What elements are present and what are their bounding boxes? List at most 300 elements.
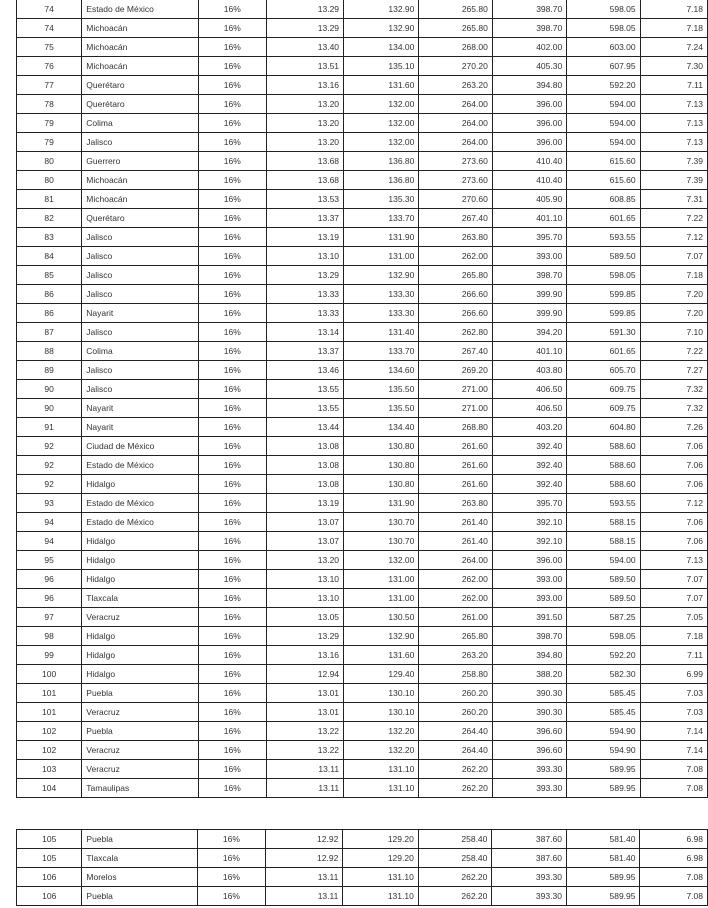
value-cell-4: 396.60 [492, 741, 566, 760]
value-cell-5: 594.90 [567, 722, 640, 741]
value-cell-3: 258.80 [419, 665, 492, 684]
value-cell-3: 265.80 [419, 0, 492, 19]
table-row [17, 95, 708, 114]
value-cell-6: 7.14 [640, 722, 707, 741]
value-cell-2: 132.00 [344, 114, 419, 133]
value-cell-3: 261.60 [419, 456, 492, 475]
state-cell: Morelos [82, 868, 197, 887]
value-cell-1: 13.01 [266, 703, 343, 722]
value-cell-3: 267.40 [419, 342, 492, 361]
row-number-cell: 95 [17, 551, 82, 570]
value-cell-1: 13.68 [266, 171, 343, 190]
table-row [17, 779, 708, 798]
value-cell-6: 7.18 [640, 19, 707, 38]
rate-table-upper-body [17, 0, 708, 798]
row-number-cell: 89 [17, 361, 82, 380]
value-cell-5: 585.45 [567, 684, 640, 703]
value-cell-3: 270.20 [419, 57, 492, 76]
value-cell-5: 593.55 [567, 494, 640, 513]
value-cell-1: 13.19 [266, 228, 343, 247]
value-cell-1: 13.11 [266, 760, 343, 779]
table-row [17, 152, 708, 171]
value-cell-6: 7.08 [640, 868, 708, 887]
table-row [17, 741, 708, 760]
value-cell-5: 598.05 [567, 266, 640, 285]
value-cell-3: 267.40 [419, 209, 492, 228]
row-number-cell: 91 [17, 418, 82, 437]
percent-cell: 16% [198, 247, 266, 266]
value-cell-3: 262.00 [419, 589, 492, 608]
percent-cell: 16% [198, 760, 266, 779]
state-cell: Nayarit [82, 304, 198, 323]
value-cell-1: 13.01 [266, 684, 343, 703]
value-cell-1: 13.16 [266, 76, 343, 95]
state-cell: Estado de México [82, 494, 198, 513]
value-cell-6: 7.03 [640, 703, 707, 722]
state-cell: Hidalgo [82, 570, 198, 589]
percent-cell: 16% [198, 133, 266, 152]
value-cell-5: 592.20 [567, 646, 640, 665]
value-cell-4: 396.00 [492, 95, 566, 114]
table-row [17, 285, 708, 304]
value-cell-1: 13.20 [266, 114, 343, 133]
state-cell: Querétaro [82, 209, 198, 228]
value-cell-2: 131.00 [344, 589, 419, 608]
value-cell-2: 133.70 [344, 209, 419, 228]
table-row [17, 19, 708, 38]
row-number-cell: 81 [17, 190, 82, 209]
value-cell-5: 593.55 [567, 228, 640, 247]
table-row [17, 589, 708, 608]
value-cell-4: 406.50 [492, 380, 566, 399]
value-cell-4: 392.40 [492, 437, 566, 456]
value-cell-6: 7.20 [640, 304, 707, 323]
value-cell-6: 7.12 [640, 228, 707, 247]
value-cell-6: 7.13 [640, 114, 707, 133]
row-number-cell: 84 [17, 247, 82, 266]
value-cell-1: 13.20 [266, 133, 343, 152]
value-cell-1: 12.92 [266, 849, 343, 868]
table-row [17, 418, 708, 437]
value-cell-5: 588.15 [567, 513, 640, 532]
value-cell-6: 7.27 [640, 361, 707, 380]
value-cell-6: 7.13 [640, 133, 707, 152]
value-cell-4: 387.60 [492, 849, 567, 868]
percent-cell: 16% [198, 76, 266, 95]
percent-cell: 16% [198, 114, 266, 133]
value-cell-6: 7.26 [640, 418, 707, 437]
percent-cell: 16% [198, 0, 266, 19]
value-cell-4: 399.90 [492, 285, 566, 304]
row-number-cell: 106 [17, 887, 82, 906]
value-cell-5: 582.30 [567, 665, 640, 684]
row-number-cell: 74 [17, 19, 82, 38]
table-row [17, 266, 708, 285]
state-cell: Michoacán [82, 19, 198, 38]
value-cell-2: 132.00 [344, 95, 419, 114]
value-cell-2: 134.60 [344, 361, 419, 380]
value-cell-6: 7.18 [640, 627, 707, 646]
value-cell-1: 13.22 [266, 741, 343, 760]
value-cell-1: 13.33 [266, 285, 343, 304]
value-cell-5: 591.30 [567, 323, 640, 342]
percent-cell: 16% [198, 722, 266, 741]
value-cell-2: 132.00 [344, 551, 419, 570]
value-cell-3: 266.60 [419, 285, 492, 304]
table-row [17, 551, 708, 570]
value-cell-2: 132.90 [344, 266, 419, 285]
value-cell-2: 129.20 [343, 830, 419, 849]
value-cell-6: 7.11 [640, 646, 707, 665]
percent-cell: 16% [197, 849, 265, 868]
state-cell: Hidalgo [82, 665, 198, 684]
state-cell: Ciudad de México [82, 437, 198, 456]
value-cell-5: 588.15 [567, 532, 640, 551]
value-cell-4: 401.10 [492, 342, 566, 361]
percent-cell: 16% [198, 608, 266, 627]
state-cell: Nayarit [82, 399, 198, 418]
value-cell-6: 7.20 [640, 285, 707, 304]
table-row [17, 608, 708, 627]
state-cell: Tamaulipas [82, 779, 198, 798]
value-cell-2: 133.30 [344, 304, 419, 323]
state-cell: Guerrero [82, 152, 198, 171]
percent-cell: 16% [198, 703, 266, 722]
value-cell-2: 135.10 [344, 57, 419, 76]
value-cell-5: 601.65 [567, 342, 640, 361]
state-cell: Michoacán [82, 190, 198, 209]
state-cell: Veracruz [82, 760, 198, 779]
value-cell-4: 394.80 [492, 646, 566, 665]
value-cell-1: 13.46 [266, 361, 343, 380]
value-cell-3: 266.60 [419, 304, 492, 323]
row-number-cell: 94 [17, 532, 82, 551]
row-number-cell: 90 [17, 380, 82, 399]
table-row [17, 646, 708, 665]
value-cell-3: 261.60 [419, 437, 492, 456]
state-cell: Jalisco [82, 228, 198, 247]
value-cell-6: 7.03 [640, 684, 707, 703]
row-number-cell: 87 [17, 323, 82, 342]
value-cell-6: 7.13 [640, 95, 707, 114]
row-number-cell: 79 [17, 133, 82, 152]
percent-cell: 16% [198, 627, 266, 646]
state-cell: Puebla [82, 887, 197, 906]
value-cell-2: 135.50 [344, 380, 419, 399]
value-cell-5: 594.90 [567, 741, 640, 760]
value-cell-1: 13.20 [266, 95, 343, 114]
percent-cell: 16% [198, 741, 266, 760]
value-cell-5: 615.60 [567, 171, 640, 190]
state-cell: Jalisco [82, 133, 198, 152]
table-row [17, 342, 708, 361]
value-cell-6: 7.13 [640, 551, 707, 570]
value-cell-1: 13.10 [266, 247, 343, 266]
value-cell-4: 393.00 [492, 589, 566, 608]
value-cell-1: 13.22 [266, 722, 343, 741]
value-cell-2: 131.90 [344, 228, 419, 247]
value-cell-5: 609.75 [567, 380, 640, 399]
state-cell: Puebla [82, 830, 197, 849]
value-cell-5: 587.25 [567, 608, 640, 627]
percent-cell: 16% [198, 779, 266, 798]
table-row [17, 361, 708, 380]
rate-table-lower [16, 829, 708, 906]
table-row [17, 513, 708, 532]
value-cell-6: 7.07 [640, 589, 707, 608]
value-cell-3: 262.80 [419, 323, 492, 342]
value-cell-6: 7.06 [640, 437, 707, 456]
value-cell-3: 262.00 [419, 247, 492, 266]
row-number-cell: 98 [17, 627, 82, 646]
value-cell-3: 262.20 [419, 760, 492, 779]
value-cell-4: 393.30 [492, 887, 567, 906]
value-cell-6: 6.98 [640, 830, 708, 849]
value-cell-3: 263.80 [419, 228, 492, 247]
row-number-cell: 106 [17, 868, 82, 887]
value-cell-3: 271.00 [419, 380, 492, 399]
value-cell-1: 13.11 [266, 779, 343, 798]
value-cell-1: 13.11 [266, 868, 343, 887]
value-cell-1: 13.11 [266, 887, 343, 906]
value-cell-2: 134.40 [344, 418, 419, 437]
value-cell-5: 594.00 [567, 114, 640, 133]
value-cell-5: 599.85 [567, 304, 640, 323]
rate-table-lower-body [17, 830, 708, 906]
table-row [17, 323, 708, 342]
value-cell-6: 7.24 [640, 38, 707, 57]
value-cell-4: 392.40 [492, 475, 566, 494]
value-cell-6: 7.05 [640, 608, 707, 627]
value-cell-3: 258.40 [418, 830, 492, 849]
value-cell-3: 261.40 [419, 513, 492, 532]
value-cell-2: 131.90 [344, 494, 419, 513]
value-cell-4: 398.70 [492, 0, 566, 19]
value-cell-3: 260.20 [419, 684, 492, 703]
value-cell-5: 598.05 [567, 0, 640, 19]
value-cell-4: 390.30 [492, 703, 566, 722]
percent-cell: 16% [198, 494, 266, 513]
state-cell: Jalisco [82, 266, 198, 285]
row-number-cell: 83 [17, 228, 82, 247]
percent-cell: 16% [198, 57, 266, 76]
value-cell-4: 392.10 [492, 513, 566, 532]
table-row [17, 532, 708, 551]
value-cell-5: 589.50 [567, 570, 640, 589]
value-cell-6: 7.10 [640, 323, 707, 342]
state-cell: Tlaxcala [82, 849, 197, 868]
row-number-cell: 92 [17, 475, 82, 494]
row-number-cell: 88 [17, 342, 82, 361]
value-cell-2: 132.00 [344, 133, 419, 152]
value-cell-3: 261.60 [419, 475, 492, 494]
table-row [17, 494, 708, 513]
value-cell-1: 13.33 [266, 304, 343, 323]
value-cell-5: 608.85 [567, 190, 640, 209]
value-cell-4: 402.00 [492, 38, 566, 57]
state-cell: Veracruz [82, 703, 198, 722]
value-cell-2: 131.10 [344, 779, 419, 798]
row-number-cell: 102 [17, 741, 82, 760]
table-row [17, 304, 708, 323]
value-cell-2: 132.90 [344, 627, 419, 646]
row-number-cell: 92 [17, 437, 82, 456]
value-cell-3: 264.00 [419, 114, 492, 133]
value-cell-1: 13.29 [266, 266, 343, 285]
state-cell: Puebla [82, 722, 198, 741]
value-cell-2: 131.00 [344, 570, 419, 589]
value-cell-4: 390.30 [492, 684, 566, 703]
row-number-cell: 86 [17, 304, 82, 323]
percent-cell: 16% [198, 437, 266, 456]
value-cell-5: 598.05 [567, 627, 640, 646]
percent-cell: 16% [197, 887, 265, 906]
table-row [17, 380, 708, 399]
percent-cell: 16% [198, 380, 266, 399]
value-cell-3: 264.00 [419, 133, 492, 152]
state-cell: Hidalgo [82, 532, 198, 551]
value-cell-5: 589.95 [566, 887, 640, 906]
value-cell-6: 7.18 [640, 266, 707, 285]
value-cell-4: 399.90 [492, 304, 566, 323]
percent-cell: 16% [198, 589, 266, 608]
value-cell-3: 271.00 [419, 399, 492, 418]
value-cell-4: 396.00 [492, 133, 566, 152]
value-cell-3: 273.60 [419, 171, 492, 190]
row-number-cell: 80 [17, 152, 82, 171]
value-cell-3: 262.20 [419, 779, 492, 798]
value-cell-3: 264.00 [419, 95, 492, 114]
value-cell-4: 388.20 [492, 665, 566, 684]
state-cell: Querétaro [82, 76, 198, 95]
value-cell-4: 396.60 [492, 722, 566, 741]
value-cell-1: 13.16 [266, 646, 343, 665]
value-cell-4: 391.50 [492, 608, 566, 627]
table-row [17, 722, 708, 741]
value-cell-4: 410.40 [492, 171, 566, 190]
row-number-cell: 103 [17, 760, 82, 779]
state-cell: Michoacán [82, 57, 198, 76]
percent-cell: 16% [198, 475, 266, 494]
row-number-cell: 97 [17, 608, 82, 627]
table-row [17, 456, 708, 475]
state-cell: Colima [82, 342, 198, 361]
value-cell-1: 13.07 [266, 513, 343, 532]
value-cell-5: 605.70 [567, 361, 640, 380]
value-cell-1: 13.10 [266, 570, 343, 589]
value-cell-6: 6.98 [640, 849, 708, 868]
value-cell-6: 7.12 [640, 494, 707, 513]
table-row [17, 38, 708, 57]
value-cell-1: 13.68 [266, 152, 343, 171]
value-cell-4: 405.90 [492, 190, 566, 209]
value-cell-5: 589.95 [567, 760, 640, 779]
state-cell: Veracruz [82, 608, 198, 627]
value-cell-1: 13.53 [266, 190, 343, 209]
percent-cell: 16% [198, 361, 266, 380]
value-cell-2: 131.10 [343, 887, 419, 906]
percent-cell: 16% [198, 285, 266, 304]
value-cell-3: 269.20 [419, 361, 492, 380]
value-cell-2: 132.90 [344, 19, 419, 38]
row-number-cell: 102 [17, 722, 82, 741]
value-cell-4: 396.00 [492, 114, 566, 133]
state-cell: Jalisco [82, 380, 198, 399]
value-cell-3: 265.80 [419, 627, 492, 646]
row-number-cell: 93 [17, 494, 82, 513]
value-cell-6: 7.08 [640, 779, 707, 798]
value-cell-6: 7.39 [640, 152, 707, 171]
percent-cell: 16% [198, 152, 266, 171]
value-cell-1: 13.05 [266, 608, 343, 627]
table-row [17, 627, 708, 646]
value-cell-4: 393.00 [492, 570, 566, 589]
row-number-cell: 79 [17, 114, 82, 133]
value-cell-1: 13.40 [266, 38, 343, 57]
value-cell-4: 398.70 [492, 266, 566, 285]
value-cell-1: 13.20 [266, 551, 343, 570]
value-cell-2: 131.10 [343, 868, 419, 887]
value-cell-5: 585.45 [567, 703, 640, 722]
state-cell: Hidalgo [82, 551, 198, 570]
row-number-cell: 85 [17, 266, 82, 285]
value-cell-6: 7.08 [640, 887, 708, 906]
percent-cell: 16% [198, 684, 266, 703]
table-row [17, 684, 708, 703]
value-cell-5: 589.50 [567, 247, 640, 266]
row-number-cell: 101 [17, 703, 82, 722]
state-cell: Jalisco [82, 323, 198, 342]
value-cell-4: 395.70 [492, 228, 566, 247]
percent-cell: 16% [198, 513, 266, 532]
percent-cell: 16% [198, 532, 266, 551]
value-cell-2: 130.80 [344, 475, 419, 494]
state-cell: Querétaro [82, 95, 198, 114]
table-row [17, 399, 708, 418]
percent-cell: 16% [198, 665, 266, 684]
value-cell-6: 7.06 [640, 456, 707, 475]
value-cell-5: 609.75 [567, 399, 640, 418]
table-row [17, 868, 708, 887]
value-cell-2: 135.30 [344, 190, 419, 209]
table-row [17, 171, 708, 190]
value-cell-1: 13.29 [266, 627, 343, 646]
value-cell-1: 13.29 [266, 0, 343, 19]
value-cell-5: 581.40 [566, 849, 640, 868]
value-cell-4: 403.80 [492, 361, 566, 380]
value-cell-3: 264.40 [419, 741, 492, 760]
value-cell-6: 7.32 [640, 399, 707, 418]
state-cell: Jalisco [82, 361, 198, 380]
state-cell: Nayarit [82, 418, 198, 437]
row-number-cell: 101 [17, 684, 82, 703]
value-cell-4: 406.50 [492, 399, 566, 418]
state-cell: Michoacán [82, 171, 198, 190]
value-cell-5: 588.60 [567, 437, 640, 456]
value-cell-6: 7.08 [640, 760, 707, 779]
value-cell-3: 265.80 [419, 19, 492, 38]
value-cell-6: 7.07 [640, 570, 707, 589]
row-number-cell: 100 [17, 665, 82, 684]
table-row [17, 830, 708, 849]
value-cell-4: 393.30 [492, 760, 566, 779]
value-cell-2: 133.70 [344, 342, 419, 361]
value-cell-3: 263.20 [419, 646, 492, 665]
value-cell-6: 7.22 [640, 342, 707, 361]
value-cell-1: 13.08 [266, 437, 343, 456]
percent-cell: 16% [198, 95, 266, 114]
table-row [17, 760, 708, 779]
